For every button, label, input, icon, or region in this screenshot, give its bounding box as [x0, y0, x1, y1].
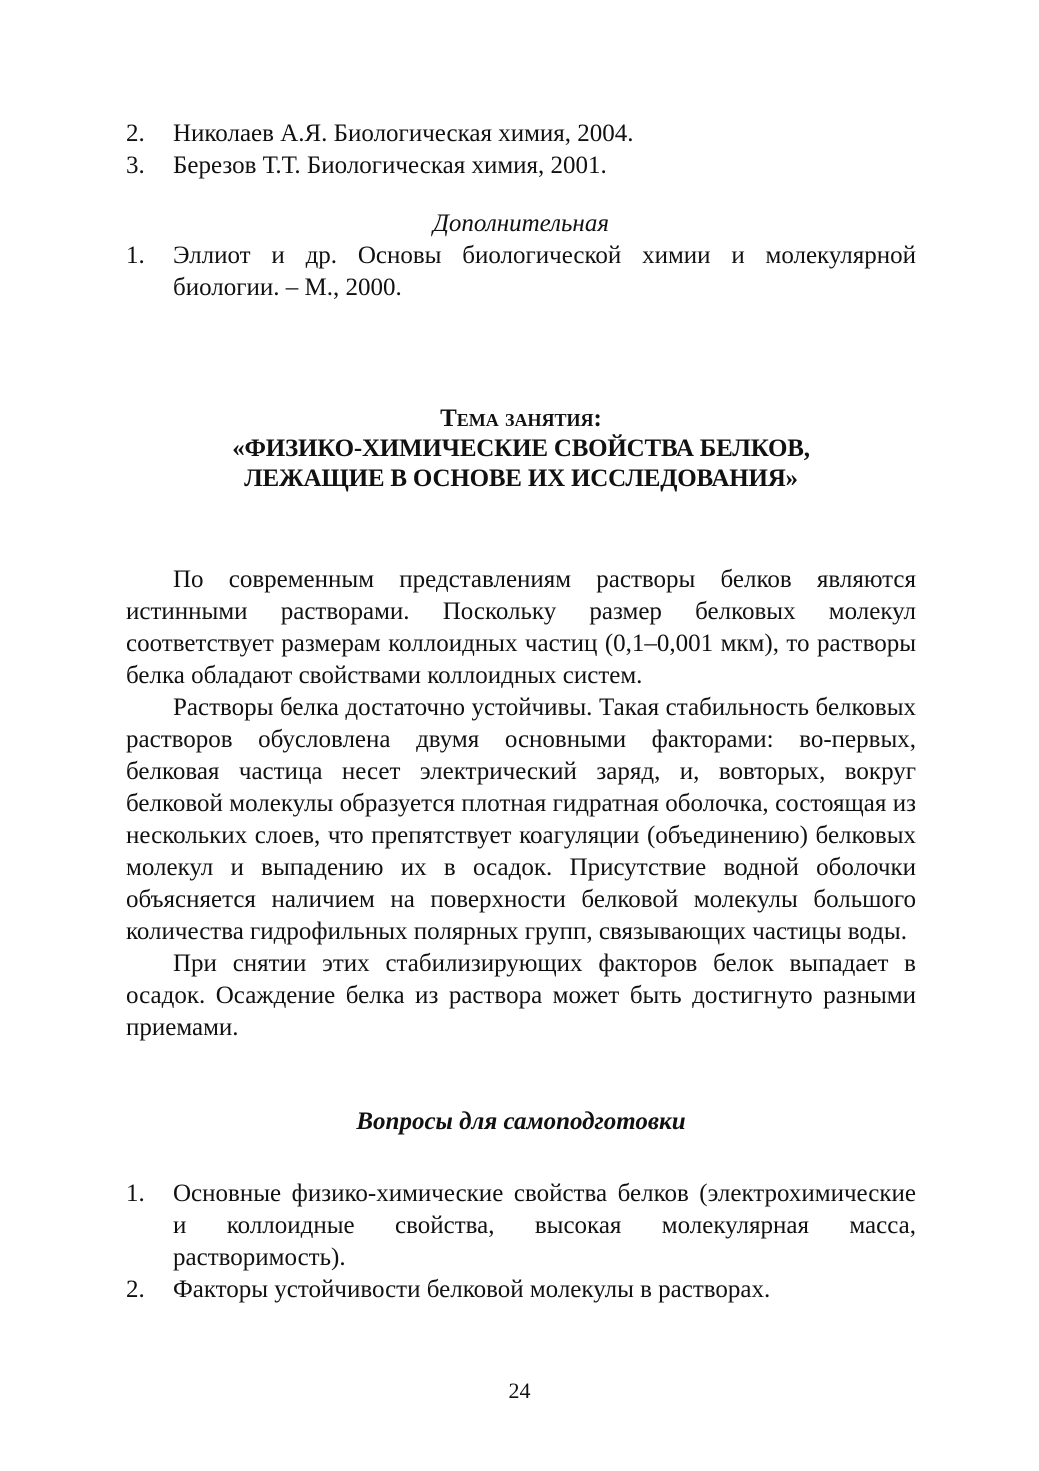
questions-heading: Вопросы для самоподготовки: [356, 1108, 686, 1135]
list-item: [126, 1178, 916, 1274]
topic-title-line-2: ЛЕЖАЩИЕ В ОСНОВЕ ИХ ИССЛЕДОВАНИЯ»: [244, 465, 798, 492]
list-item-text: Основные физико-химические свойства белков (электрохимические и коллоидные свойства, высокая молекулярная масса, растворимость).: [173, 1180, 916, 1271]
list-item-number: 2.: [126, 120, 145, 147]
additional-references-list: [126, 240, 916, 304]
body-text: [126, 564, 916, 1044]
questions-list: [126, 1178, 916, 1306]
list-item-text: Николаев А.Я. Биологическая химия, 2004.: [173, 120, 634, 147]
list-item: [126, 150, 916, 182]
list-item-text: Эллиот и др. Основы биологической химии и молекулярной биологии. – М., 2000.: [173, 242, 916, 301]
list-item-text: Березов Т.Т. Биологическая химия, 2001.: [173, 152, 607, 179]
list-item-text: Факторы устойчивости белковой молекулы в растворах.: [173, 1276, 771, 1303]
list-item: [126, 1274, 916, 1306]
paragraph: При снятии этих стабилизирующих факторов белок выпадает в осадок. Осаждение белка из раствора может быть достигнуто разными приемами.: [126, 950, 916, 1041]
main-references-list: [126, 118, 916, 182]
paragraph: По современным представлениям растворы белков являются истинными растворами. Поскольку размер белковых молекул соответствует размерам коллоидных частиц (0,1–0,001 мкм), то растворы белка обладают свойствами коллоидных систем.: [126, 566, 916, 689]
list-item-number: 2.: [126, 1276, 145, 1303]
topic-title-line-1: «ФИЗИКО-ХИМИЧЕСКИЕ СВОЙСТВА БЕЛКОВ,: [232, 435, 810, 462]
list-item-number: 1.: [126, 1180, 145, 1207]
list-item-number: 3.: [126, 152, 145, 179]
topic-heading: [126, 404, 916, 494]
list-item: [126, 240, 916, 304]
additional-literature-heading: Дополнительная: [433, 210, 609, 237]
topic-label: Тема занятия:: [440, 405, 602, 432]
list-item: [126, 118, 916, 150]
paragraph: Растворы белка достаточно устойчивы. Такая стабильность белковых растворов обусловлена двумя основными факторами: во-первых, белковая частица несет электрический заряд, и, вовторых, вокруг белковой молекулы образуется плотная гидратная оболочка, состоящая из нескольких слоев, что препятствует коагуляции (объединению) белковых молекул и выпадению их в осадок. Присутствие водной оболочки объясняется наличием на поверхности белковой молекулы большого количества гидрофильных полярных групп, связывающих частицы воды.: [126, 694, 916, 945]
page-number: 24: [508, 1378, 531, 1403]
page-content: [126, 118, 916, 1306]
list-item-number: 1.: [126, 242, 145, 269]
